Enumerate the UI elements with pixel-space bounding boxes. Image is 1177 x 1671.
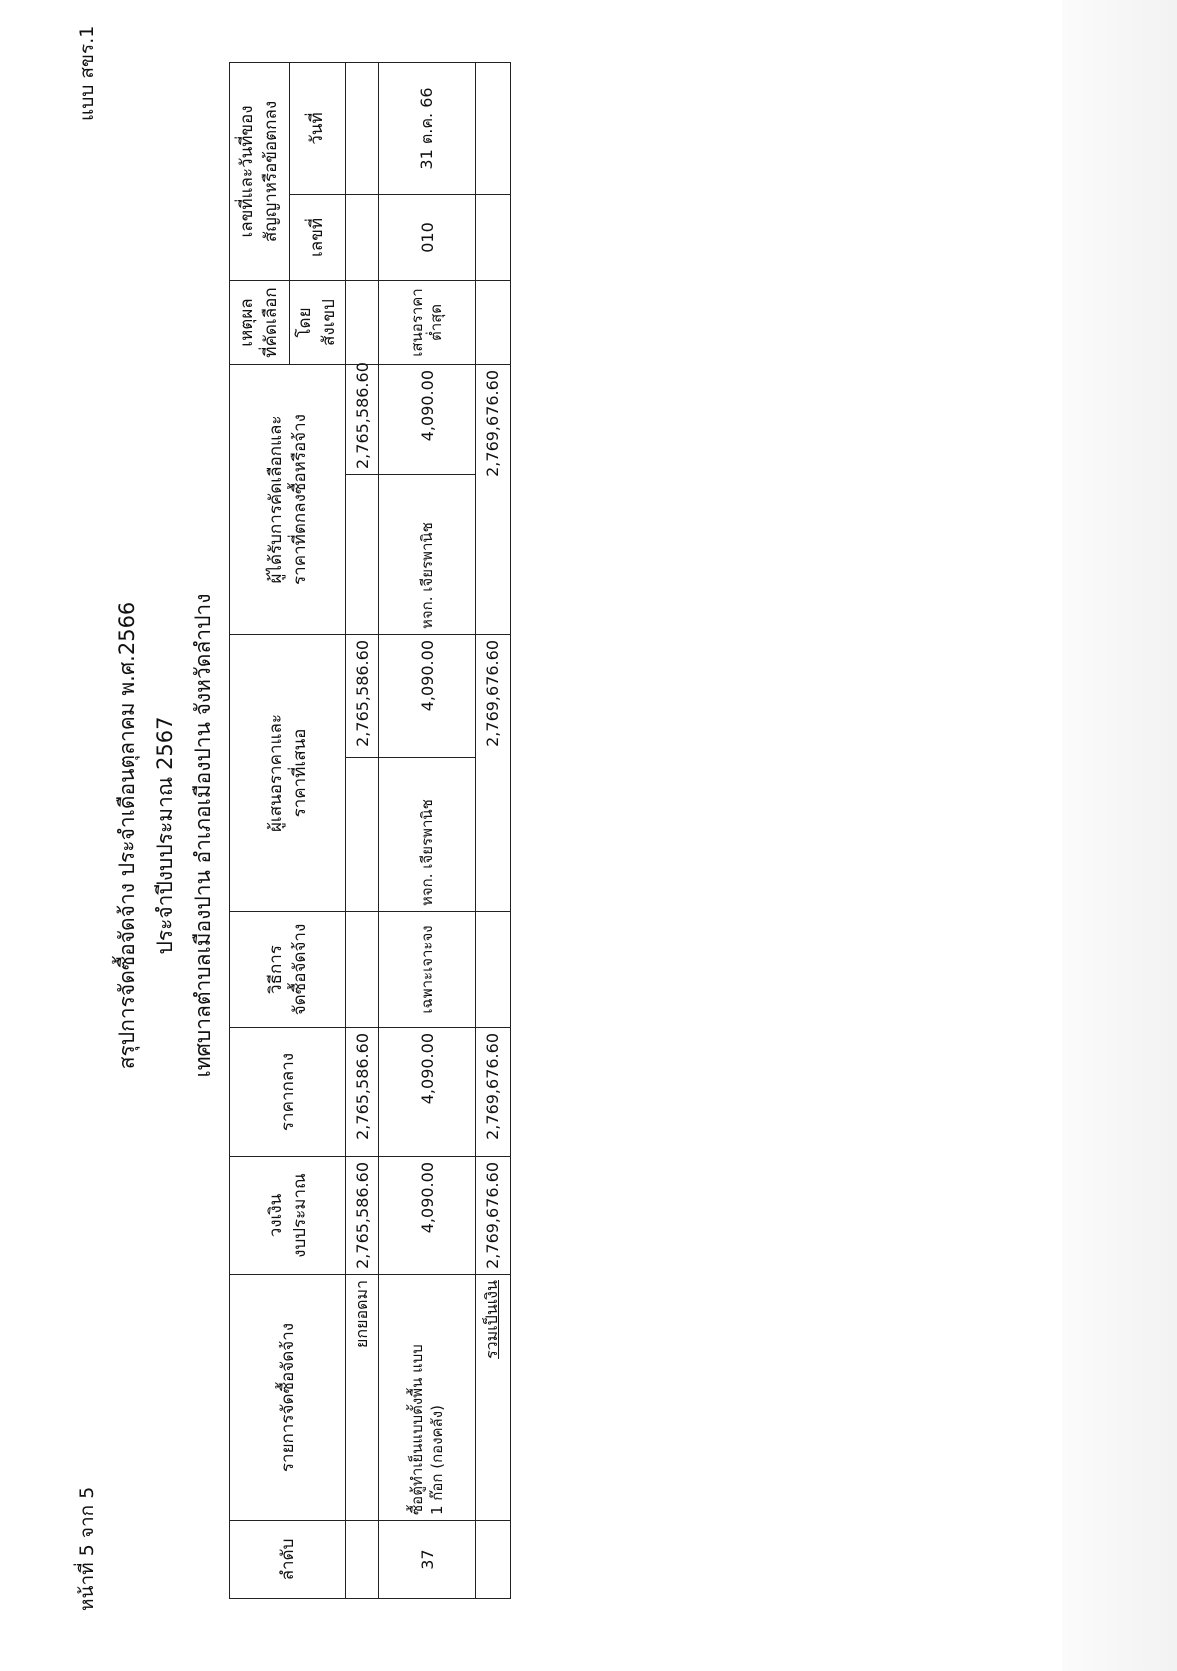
row-selected: หจก. เจียรพานิช [379, 475, 476, 635]
col-header-bidders [230, 635, 346, 912]
row-selected-price: 4,090.00 [379, 365, 476, 475]
table-row [379, 62, 476, 1598]
col-header-method [230, 912, 346, 1028]
row-seq: 37 [379, 1521, 476, 1599]
page-number: หน้าที่ 5 จาก 5 [76, 1486, 98, 1611]
bf-label: ยกยอดมา [346, 1275, 379, 1521]
row-bidder: หจก. เจียรพานิช [379, 758, 476, 912]
col-header-budget-line1: วงเงิน [265, 1193, 286, 1238]
col-header-contract-line1: เลขที่และวันที่ของ [237, 105, 258, 238]
table-header-row [230, 62, 290, 1598]
bf-method-cell [346, 912, 379, 1028]
col-header-contract [230, 62, 290, 280]
document-title: สรุปการจัดซื้อจัดจ้าง ประจำเดือนตุลาคม พ.ศ.2566 [115, 601, 139, 1070]
row-item-line1: ซื้อตู้ทำเย็นแบบตั้งพื้น แบบ [408, 1344, 427, 1515]
row-budget: 4,090.00 [379, 1157, 476, 1275]
bf-seq-cell [346, 1521, 379, 1599]
bf-selected-price: 2,765,586.60 [346, 365, 379, 475]
document-titles [108, 0, 222, 1671]
col-header-budget [230, 1157, 346, 1275]
row-item [379, 1275, 476, 1521]
col-header-budget-line2: งบประมาณ [289, 1173, 310, 1258]
bf-budget: 2,765,586.60 [346, 1157, 379, 1275]
row-contract-date: 31 ต.ค. 66 [379, 62, 476, 194]
bf-bid-price: 2,765,586.60 [346, 635, 379, 758]
col-header-median: ราคากลาง [230, 1028, 346, 1157]
organization-title: เทศบาลตำบลเมืองปาน อำเภอเมืองปาน จังหวัดลำปาง [191, 593, 215, 1078]
row-reason [379, 281, 476, 365]
col-header-reason-line2: ที่คัดเลือก [261, 287, 282, 358]
total-method-cell [475, 912, 510, 1028]
col-header-reason-line3: โดยสังเขป [289, 281, 346, 365]
row-reason-line1: เสนอราคา [408, 288, 427, 357]
row-contract-no: 010 [379, 195, 476, 281]
row-item-line2: 1 ก๊อก (กองคลัง) [428, 1405, 447, 1515]
col-header-reason-line1: เหตุผล [237, 298, 258, 347]
col-header-method-line1: วิธีการ [265, 945, 286, 994]
total-reason-cell [475, 281, 510, 365]
col-header-contract-no: เลขที่ [289, 195, 346, 281]
fiscal-year-title: ประจำปีงบประมาณ 2567 [153, 716, 177, 955]
total-selected-price: 2,769,676.60 [475, 365, 510, 635]
total-budget: 2,769,676.60 [475, 1157, 510, 1275]
total-seq-cell [475, 1521, 510, 1599]
total-contract-date-cell [475, 62, 510, 194]
total-row [475, 62, 510, 1598]
bf-contract-date-cell [346, 62, 379, 194]
col-header-bidders-line2: ราคาที่เสนอ [289, 728, 310, 818]
bf-selected-cell [346, 475, 379, 635]
row-bid-price: 4,090.00 [379, 635, 476, 758]
col-header-contract-line2: สัญญาหรือข้อตกลง [261, 100, 282, 243]
bf-median: 2,765,586.60 [346, 1028, 379, 1157]
row-median: 4,090.00 [379, 1028, 476, 1157]
col-header-seq: ลำดับ [230, 1521, 346, 1599]
col-header-bidders-line1: ผู้เสนอราคาและ [265, 713, 286, 833]
col-header-selected-line2: ราคาที่ตกลงซื้อหรือจ้าง [289, 414, 310, 585]
row-reason-line2: ต่ำสุด [427, 303, 446, 342]
col-header-contract-date: วันที่ [289, 62, 346, 194]
col-header-reason [230, 281, 290, 365]
bf-reason-cell [346, 281, 379, 365]
procurement-table [229, 62, 511, 1599]
col-header-method-line2: จัดซื้อจัดจ้าง [289, 923, 310, 1016]
col-header-item: รายการจัดซื้อจัดจ้าง [230, 1275, 346, 1521]
row-method: เฉพาะเจาะจง [379, 912, 476, 1028]
form-code: แบบ สขร.1 [76, 25, 98, 121]
brought-forward-row [346, 62, 379, 1598]
total-bid-price: 2,769,676.60 [475, 635, 510, 912]
bf-contract-no-cell [346, 195, 379, 281]
total-median: 2,769,676.60 [475, 1028, 510, 1157]
bf-bidder-cell [346, 758, 379, 912]
total-label: รวมเป็นเงิน [475, 1275, 510, 1521]
total-contract-no-cell [475, 195, 510, 281]
col-header-selected-line1: ผู้ได้รับการคัดเลือกและ [265, 415, 286, 584]
col-header-selected [230, 365, 346, 635]
